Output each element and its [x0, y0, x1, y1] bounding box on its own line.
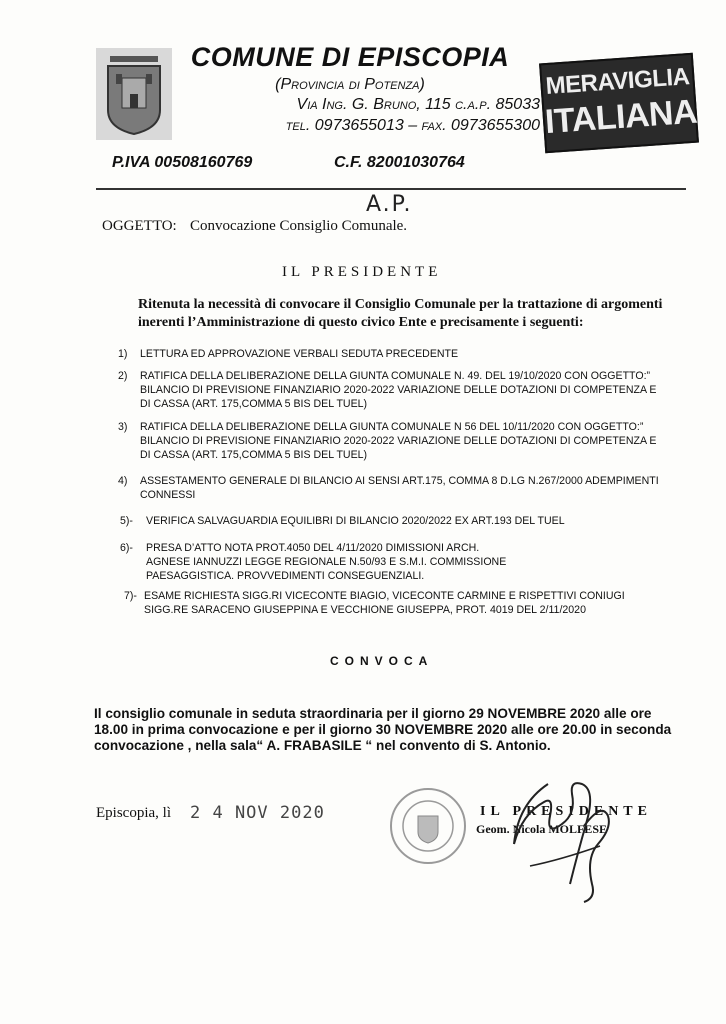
agenda-item-text: RATIFICA DELLA DELIBERAZIONE DELLA GIUNTA COMUNALE N. 49. DEL 19/10/2020 CON OGGETTO:” BILANCIO DI PREVISIONE FINANZIARIO 2020-2022 VARIAZIONE DELLE DOTAZIONI DI COMPETENZA E DI CASSA (ART. 175,COMMA 5 BIS DEL TUEL) [140, 370, 657, 410]
agenda-item-number: 5)- [120, 515, 133, 527]
agenda-item-number: 3) [118, 421, 128, 433]
handwritten-signature [500, 756, 630, 916]
agenda-item-text: ASSESTAMENTO GENERALE DI BILANCIO AI SENSI ART.175, COMMA 8 D.LG N.267/2000 ADEMPIMENTI CONNESSI [140, 475, 659, 501]
signer-name: Geom. Nicola MOLFESE [476, 822, 607, 836]
signer-title: IL PRESIDENTE [480, 804, 652, 819]
agenda-item-text: ESAME RICHIESTA SIGG.RI VICECONTE BIAGIO, VICECONTE CARMINE E RISPETTIVI CONIUGI SIGG.RE SARACENO GIUSEPPINA E VECCHIONE GIUSEPPA, PROT. 4019 DEL 2/11/2020 [144, 590, 625, 616]
address-line: Via Ing. G. Bruno, 115 c.a.p. 85033 [296, 96, 540, 113]
handwritten-note: A.P. [366, 192, 413, 217]
subject-text: Convocazione Consiglio Comunale. [190, 218, 408, 234]
agenda-item-text: VERIFICA SALVAGUARDIA EQUILIBRI DI BILANCIO 2020/2022 EX ART.193 DEL TUEL [146, 515, 565, 527]
header-divider [96, 188, 686, 190]
province-line: (Provincia di Potenza) [275, 76, 425, 93]
agenda-item-number: 6)- [120, 542, 133, 554]
convocation-paragraph: Il consiglio comunale in seduta straordinaria per il giorno 29 NOVEMBRE 2020 alle ore 18.00 in prima convocazione e per il giorno 30 NOVEMBRE 2020 alle ore 20.00 in seconda convocazione , nella sala“ A. FRABASILE “ nel convento di S. Antonio. [94, 706, 672, 753]
agenda-item-number: 1) [118, 348, 128, 360]
agenda-item-text: PRESA D’ATTO NOTA PROT.4050 DEL 4/11/2020 DIMISSIONI ARCH. AGNESE IANNUZZI LEGGE REGIONALE N.50/93 E S.M.I. COMMISSIONE PAESAGGISTICA. PROVVEDIMENTI CONSEGUENZIALI. [146, 542, 507, 582]
vat-number: P.IVA 00508160769 [112, 154, 253, 171]
agenda-item-number: 4) [118, 475, 128, 487]
official-stamp [388, 786, 468, 866]
logo-line-1: MERAVIGLIA [544, 63, 691, 101]
date-stamp: 2 4 NOV 2020 [190, 803, 325, 823]
agenda-item-number: 7)- [124, 590, 137, 602]
meraviglia-italiana-logo [539, 53, 699, 154]
place-label: Episcopia, lì [96, 805, 171, 821]
agenda-item-text: LETTURA ED APPROVAZIONE VERBALI SEDUTA PRECEDENTE [140, 348, 459, 360]
phone-fax-line: tel. 0973655013 – fax. 0973655300 [285, 117, 540, 134]
agenda-item-text: RATIFICA DELLA DELIBERAZIONE DELLA GIUNTA COMUNALE N 56 DEL 10/11/2020 CON OGGETTO:” BILANCIO DI PREVISIONE FINANZIARIO 2020-2022 VARIAZIONE DELLE DOTAZIONI DI COMPETENZA E DI CASSA (ART. 175,COMMA 5 BIS DEL TUEL) [140, 421, 657, 461]
municipality-title: COMUNE DI EPISCOPIA [190, 42, 510, 72]
tax-code: C.F. 82001030764 [334, 154, 465, 171]
convoca-heading: CONVOCA [330, 654, 434, 668]
president-heading: IL PRESIDENTE [282, 264, 442, 280]
logo-line-2: ITALIANA [543, 92, 699, 142]
intro-paragraph: Ritenuta la necessità di convocare il Consiglio Comunale per la trattazione di argomenti inerenti l’Amministrazione di questo civico Ente e precisamente i seguenti: [138, 297, 663, 330]
subject-label: OGGETTO: [102, 218, 177, 234]
municipal-crest-image [96, 48, 172, 140]
agenda-item-number: 2) [118, 370, 128, 382]
